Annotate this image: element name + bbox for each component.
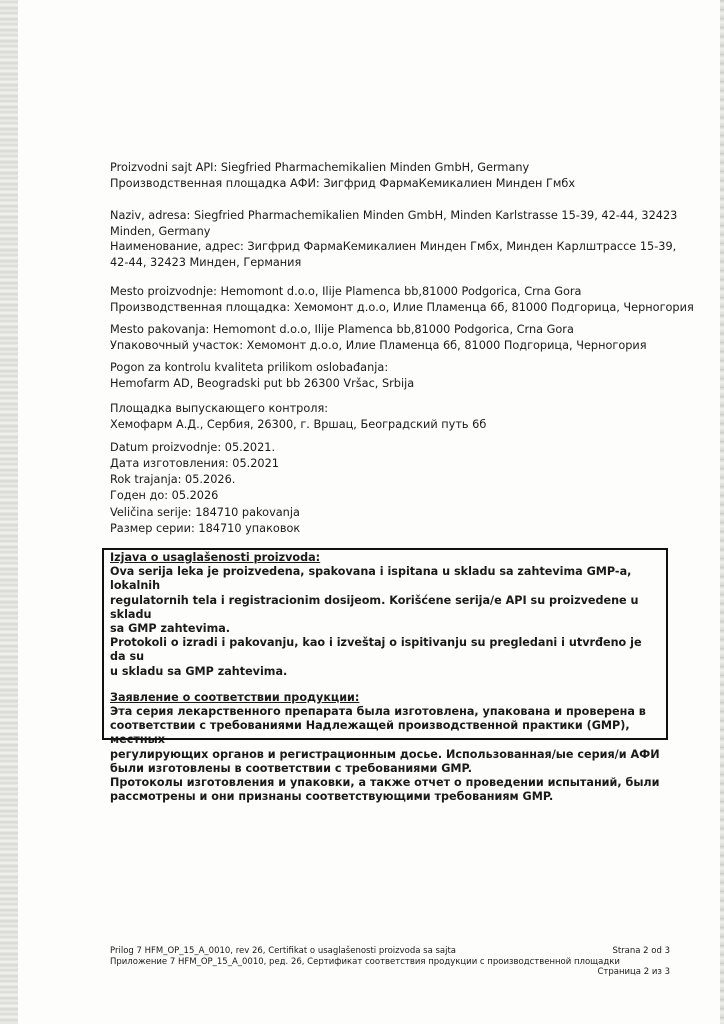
expiry-section (110, 472, 670, 503)
statement-ru-para1-line2: соответствии с требованиями Надлежащей производственной практики (GMP), местных (110, 719, 630, 747)
production-site-sr: Mesto proizvodnje: Hemomont d.o.o, Ilije Plamenca bb,81000 Podgorica, Crna Gora (110, 285, 582, 298)
statement-sr-heading: Izjava o usaglašenosti proizvoda: (110, 551, 321, 564)
statement-ru-para2-line2: рассмотрены и они признаны соответствующими требованиям GMP. (110, 790, 554, 804)
release-control-ru-value: Хемофарм А.Д., Сербия, 26300, г. Вршац, Београдский путь 6б (110, 417, 487, 431)
statement-sr-para2-line1: Protokoli o izradi i pakovanju, kao i izveštaj o ispitivanju su pregledani i utvrđeno je da su (110, 636, 642, 664)
footer-ru-text: Приложение 7 HFM_OP_15_A_0010, ред. 26, Сертификат соответствия продукции с производственной площадки (110, 956, 620, 967)
release-control-sr-section (110, 360, 670, 391)
statement-sr-para2-line2: u skladu sa GMP zahtevima. (110, 664, 288, 678)
scan-edge-right (720, 0, 724, 1024)
batch-size-section (110, 505, 670, 536)
statement-sr-para1-line3: sa GMP zahtevima. (110, 622, 231, 636)
compliance-statement-box (102, 548, 668, 804)
packaging-site-ru: Упаковочный участок: Хемомонт д.о.о, Илие Пламенца 6б, 81000 Подгорица, Черногория (110, 338, 647, 352)
scan-edge-left (0, 0, 18, 1024)
production-site-section (110, 284, 694, 315)
statement-sr-para1-line2: regulatornih tela i registracionim dosijeom. Korišćene serija/e API su proizvedene u skladu (110, 593, 639, 621)
batch-size-sr: Veličina serije: 184710 pakovanja (110, 506, 300, 519)
statement-ru-para2-line1: Протоколы изготовления и упаковки, а также отчет о проведении испытаний, были (110, 776, 660, 790)
page-footer (110, 946, 670, 978)
manufacture-date-sr: Datum proizvodnje: 05.2021. (110, 441, 276, 454)
footer-sr-page: Strana 2 od 3 (612, 946, 670, 956)
statement-ru-heading: Заявление о соответствии продукции: (110, 690, 360, 704)
address-ru-line2: 42-44, 32423 Минден, Германия (110, 255, 302, 269)
statement-ru-para1-line1: Эта серия лекарственного препарата была изготовлена, упакована и проверена в (110, 705, 646, 719)
statement-sr-para1-line1: Ova serija leka je proizvedena, spakovana i ispitana u skladu sa zahtevima GMP-a, lokalnih (110, 565, 632, 593)
packaging-site-section (110, 322, 670, 353)
footer-sr-text: Prilog 7 HFM_OP_15_A_0010, rev 26, Certifikat o usaglašenosti proizvoda sa sajta (110, 946, 457, 956)
address-sr-line2: Minden, Germany (110, 224, 211, 238)
statement-spacer (110, 679, 660, 691)
release-control-ru-label: Площадка выпускающего контроля: (110, 402, 329, 415)
statement-ru-para1-line4: были изготовлены в соответствии с требованиями GMP. (110, 761, 472, 775)
footer-ru-page: Страница 2 из 3 (597, 967, 670, 977)
expiry-sr: Rok trajanja: 05.2026. (110, 473, 236, 486)
release-control-sr-label: Pogon za kontrolu kvaliteta prilikom oslobađanja: (110, 361, 389, 374)
packaging-site-sr: Mesto pakovanja: Hemomont d.o.o, Ilije Plamenca bb,81000 Podgorica, Crna Gora (110, 323, 574, 336)
expiry-ru: Годен до: 05.2026 (110, 488, 219, 502)
production-site-ru: Производственная площадка: Хемомонт д.о.о, Илие Пламенца 6б, 81000 Подгорица, Черногория (110, 300, 694, 314)
release-control-ru-section (110, 401, 670, 432)
api-site-section (110, 160, 670, 191)
address-section (110, 208, 678, 270)
api-site-ru: Производственная площадка АФИ: Зигфрид ФармаКемикалиен Минден Гмбх (110, 176, 576, 190)
api-site-sr: Proizvodni sajt API: Siegfried Pharmachemikalien Minden GmbH, Germany (110, 161, 530, 174)
batch-size-ru: Размер серии: 184710 упаковок (110, 521, 301, 535)
address-sr-line1: Naziv, adresa: Siegfried Pharmachemikalien Minden GmbH, Minden Karlstrasse 15-39, 42-44, 32423 (110, 209, 678, 222)
manufacture-date-ru: Дата изготовления: 05.2021 (110, 456, 279, 470)
statement-ru-para1-line3: регулирующих органов и регистрационным досье. Использованная/ые серия/и АФИ (110, 747, 660, 761)
release-control-sr-value: Hemofarm AD, Beogradski put bb 26300 Vršac, Srbija (110, 376, 415, 390)
manufacture-date-section (110, 440, 670, 471)
address-ru-line1: Наименование, адрес: Зигфрид ФармаКемикалиен Минден Гмбх, Минден Карлштрассе 15-39, (110, 240, 677, 253)
